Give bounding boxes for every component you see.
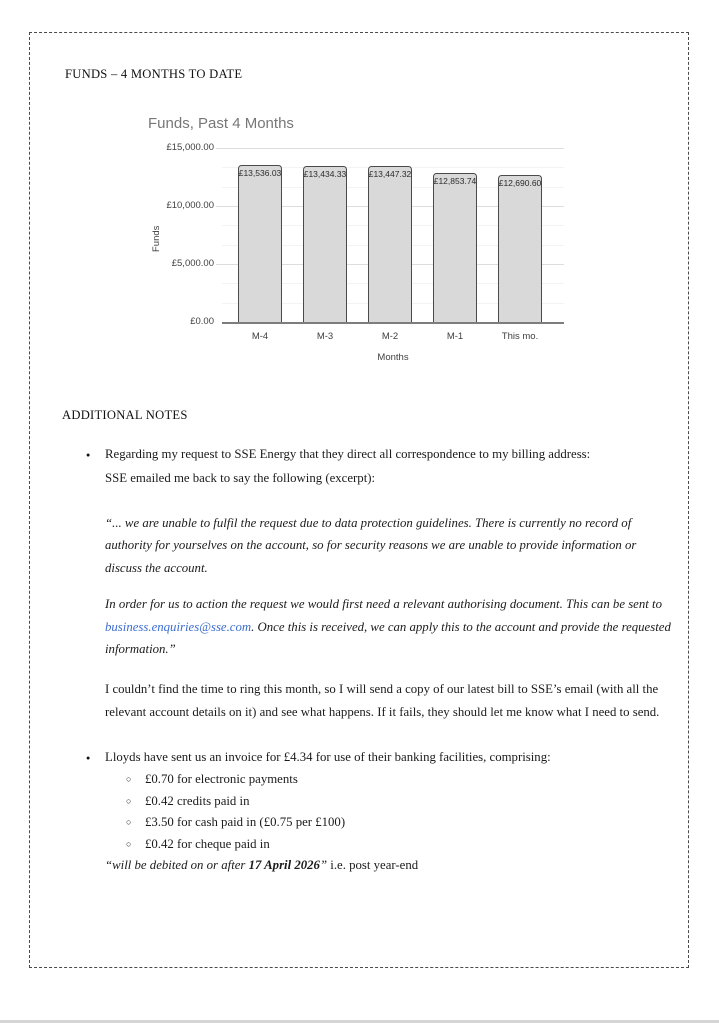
hollow-bullet-icon xyxy=(126,812,131,833)
y-axis-title: Funds xyxy=(151,225,162,252)
sub-bullet-item xyxy=(62,791,687,812)
hollow-bullet-icon xyxy=(126,769,131,790)
sub-bullet-text: £3.50 for cash paid in (£0.75 per £100) xyxy=(145,815,346,830)
notes-section xyxy=(62,407,687,876)
sub-bullet-text: £0.42 for cheque paid in xyxy=(145,836,270,851)
x-tick-label: This mo. xyxy=(501,331,539,342)
chart-title: Funds, Past 4 Months xyxy=(148,115,294,132)
text-segment: ” xyxy=(319,858,331,873)
y-tick-label: £5,000.00 xyxy=(171,258,214,269)
bar xyxy=(303,166,347,322)
heading-additional-notes: ADDITIONAL NOTES xyxy=(62,408,188,422)
text-segment: . Once this is received, we can apply this to the account and provide the requested xyxy=(251,619,671,634)
closing-line xyxy=(105,855,687,876)
x-tick-label: M-3 xyxy=(316,331,334,342)
bullet-item-lloyds xyxy=(62,745,687,769)
text-line: discuss the account. xyxy=(105,560,208,575)
text-line: SSE emailed me back to say the following (excerpt): xyxy=(105,471,376,485)
text-segment: “will be debited on or after xyxy=(105,858,249,873)
x-tick-label: M-2 xyxy=(381,331,399,342)
text-segment: 17 April 2026 xyxy=(248,858,320,873)
y-tick-label: £15,000.00 xyxy=(166,142,214,153)
text-line: In order for us to action the request we would first need a relevant authorising document. This can be sent to xyxy=(105,597,662,612)
text-line: information.” xyxy=(105,642,176,657)
text-line: relevant account details on it) and see what happens. If it fails, they should let me know what I need to send. xyxy=(105,705,660,720)
bar-value-label: £12,690.60 xyxy=(498,177,542,188)
bullet-lloyds-text: Lloyds have sent us an invoice for £4.34 for use of their banking facilities, comprising: xyxy=(105,750,551,765)
quote-paragraph-2 xyxy=(105,593,687,660)
bullet-icon xyxy=(86,442,90,467)
hollow-bullet-icon xyxy=(126,834,131,855)
bar-value-label: £12,853.74 xyxy=(433,175,477,186)
x-tick-label: M-1 xyxy=(446,331,464,342)
bar xyxy=(433,173,477,322)
text-segment: i.e. post year-end xyxy=(330,858,419,873)
y-tick-label: £10,000.00 xyxy=(166,200,214,211)
y-tick-label: £0.00 xyxy=(190,316,214,327)
bar xyxy=(368,166,412,322)
quote-paragraph-1 xyxy=(105,512,687,579)
funds-chart[interactable] xyxy=(145,112,615,370)
bar xyxy=(238,165,282,322)
paragraph-follow-up xyxy=(105,678,687,724)
sub-bullet-text: £0.70 for electronic payments xyxy=(145,772,298,787)
bar-value-label: £13,447.32 xyxy=(368,169,412,179)
bar-value-label: £13,434.33 xyxy=(303,169,347,180)
text-line: I couldn’t find the time to ring this month, so I will send a copy of our latest bill to SSE’s email (with all the xyxy=(105,682,659,697)
sub-bullet-list xyxy=(62,769,687,855)
bullet-icon xyxy=(86,745,90,770)
x-tick-label: M-4 xyxy=(251,331,269,342)
bullet-sse-text xyxy=(105,442,687,490)
heading-funds: FUNDS – 4 MONTHS TO DATE xyxy=(65,67,243,81)
bar xyxy=(498,175,542,322)
sub-bullet-item xyxy=(62,769,687,790)
plot-area xyxy=(222,148,564,342)
hollow-bullet-icon xyxy=(126,791,131,812)
sub-bullet-item xyxy=(62,812,687,833)
sub-bullet-item xyxy=(62,834,687,855)
x-axis-title: Months xyxy=(377,352,409,363)
text-line xyxy=(105,616,687,638)
bar-value-label: £13,536.03 xyxy=(238,167,282,178)
text-line: Regarding my request to SSE Energy that they direct all correspondence to my billing address: xyxy=(105,447,591,461)
text-line: authority for yourselves on the account, so for security reasons we are unable to provide information or xyxy=(105,538,637,553)
gridline xyxy=(216,148,564,149)
text-line: “... we are unable to fulfil the request due to data protection guidelines. There is currently no record of xyxy=(105,516,632,530)
sub-bullet-text: £0.42 credits paid in xyxy=(145,793,250,808)
email-link[interactable]: business.enquiries@sse.com xyxy=(105,619,252,634)
bullet-item-sse xyxy=(62,442,687,490)
